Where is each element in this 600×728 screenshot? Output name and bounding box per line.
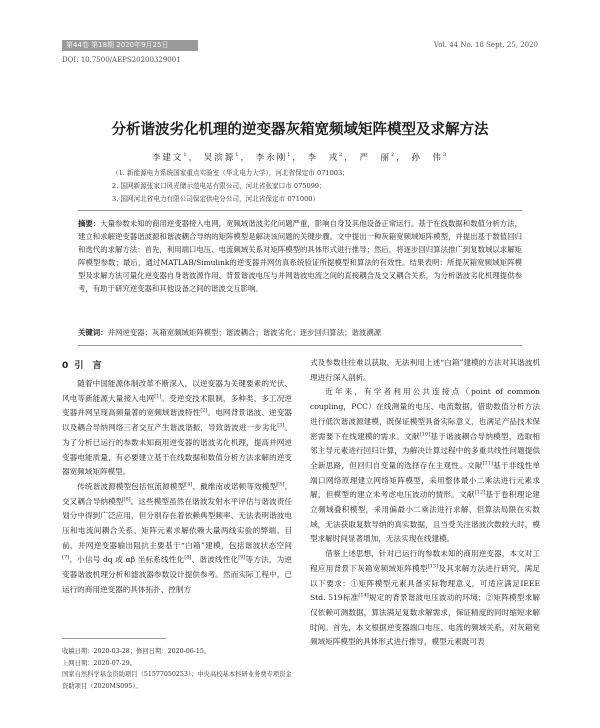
paragraph: 传统谐波源模型包括恒流源模型[4]、戴维南或诺顿等效模型[5]、交叉耦合导纳模型[6]。这些模型虽然在谐波发射水平评估与谐波责任划分中得到广泛应用，但分别存在着依赖典型频率、无法表明谐波电压和电流间耦合关系、矩阵元素求解依赖大量两线实验的弊端。目前，并网逆变器输出阻抗主要基于“白箱”建模，包括谐波状态空间[7]、小信号 dq 或 αβ 坐标系线性化[8]、谐波线性化[9]等方法，为逆变器谐波机理分析和滤波器参数设计提供参考。然而实际工程中，已运行的商用逆变器的具体拓扑、控制方: [62, 481, 293, 594]
author: 李 戎$^2$: [307, 152, 345, 163]
author-list: 李建文$^1$， 吴滨源$^1$， 李永刚$^1$， 李 戎$^2$， 严 丽$^2$， 孙 伟$^3$: [151, 152, 449, 163]
paragraph: 随着中国能源体制改革不断深入，以逆变器为关键要素的光伏、风电等新能源大量接入电网[1]。受逆变技术限制，多种类、多工况逆变器并网呈现高频量著的宽频域谐波特性[2]。电网背景谐波、逆变器以及耦合导纳网络三者交互产生谐波谐振，导致谐波进一步劣化[3]。为了分析已运行的参数未知商用逆变器的谐波劣化机理，提高并网逆变器电能质量，有必要建立基于在线数据和数值分析方法求解的逆变器宽频域矩阵模型。: [62, 379, 293, 477]
footnote-rule: [62, 638, 166, 639]
volume-info: Vol. 44 No. 18 Sept. 25, 2020: [433, 41, 538, 49]
keywords-label: 关键词：: [78, 328, 108, 337]
divider: [78, 345, 522, 346]
footnote-online: 上网日期：2020-07-29。: [62, 659, 137, 667]
footnote-received: 收稿日期：2020-03-28；修回日期：2020-06-15。: [62, 648, 211, 655]
author: 严 丽$^2$: [359, 152, 397, 163]
footnote-funding: 国家自然科学基金资助项目（51577050253）；中央高校基本科研业务费专项资金资助项目（2020MS095）。: [62, 671, 292, 690]
right-column: [310, 356, 540, 650]
author: 李建文$^1$: [151, 152, 189, 163]
keywords-text: 并网逆变器；灰箱宽频域矩阵模型；谐波耦合；谐波劣化；逐步回归算法；谐波溯源: [107, 328, 382, 337]
footnotes: [62, 646, 292, 692]
author: 李永刚$^1$: [255, 152, 293, 163]
left-column: [62, 377, 292, 598]
paragraph: 式及参数往往难以获取，无法利用上述“白箱”建模的方法对其谐波机理进行深入剖析。: [310, 358, 540, 382]
journal-issue-badge: 第44卷 第18期 2020年9月25日: [62, 40, 198, 51]
paragraph: 借鉴上述思想，针对已运行的参数未知的商用逆变器，本文对工程应用背景下灰箱宽频域矩阵模型[13]及其求解方法进行研究，满足以下要求：①矩阵模型元素具备实际物理意义，可适应满足IEEE Std. 519标准[14]规定的背景谐波电压波动的环境；②矩阵模型求解仅依赖可测数据，算法满足复数求解需求，保证精度的同时缩短求解时间。首先，本文根据逆变器端口电压、电流的频域关系，对灰箱宽频域矩阵模型的具体形式进行推导，模型元素既可表: [310, 549, 541, 647]
keywords: [78, 327, 522, 339]
paragraph: 近年来，有学者利用公共连接点（point of common coupling，PCC）在线测量的电压、电流数据，借助数值分析方法进行低次谐波源建模，既保证模型具备实际意义，也满足产品技术保密需要下在线建模的需求。文献[10]基于谐波耦合导纳模型，选取相邻主导元素进行回归计算，为解决计算过程中的多重共线性问题提供全新思路，但回归自变量的选择存在主观性。文献[11]基于非线性单端口网络原理建立网络矩阵模型，采用整体最小二乘法进行元素求解，但模型的建立未考虑电压波动的情形。文献[12]基于卷积理论建立频域叠积模型，采用偏最小二乘法进行求解，但算法局限在实数域，无法获取复数导纳的真实数据，且当受关注谐波次数较大时，模型求解时间显著增加，无法实现在线建模。: [310, 387, 541, 544]
paper-title: 分析谐波劣化机理的逆变器灰箱宽频域矩阵模型及求解方法: [111, 122, 489, 138]
doi: DOI: 10.7500/AEPS20200329001: [62, 56, 181, 64]
abstract-label: 摘要：: [78, 219, 101, 228]
affiliation-line: （1. 新能源电力系统国家重点实验室（华北电力大学），河北省保定市 071003；: [112, 169, 349, 177]
abstract-text: 大量参数未知的商用逆变器接入电网，宽频域谐波劣化问题严重，影响自身及其他设备正常运行。基于在线数据和数值分析方法，建立和求解逆变器谐波源和谐波耦合导纳的矩阵模型是解决该问题的关键步骤。文中提出一种灰箱宽频域矩阵模型，并提出基于数值回归和迭代的求解方法：首先，利用端口电压、电流频域关系对矩阵模型的具体形式进行推导；然后，将逐步回归算法推广到复数域以求解矩阵模型参数；最后，通过MATLAB/Simulink的逆变器并网仿真系统验证所提模型和算法的有效性。结果表明：所提灰箱宽频域矩阵模型及求解方法可量化逆变器自身谐波源作用、背景谐波电压与并网谐波电流之间的直接耦合及交叉耦合关系，为分析谐波劣化机理提供参考，有助于研究逆变器和其他设备之间的谐波交互影响。: [78, 219, 522, 293]
affiliation-line: 2. 国网新源张家口风光储示范电站有限公司，河北省张家口市 075099；: [112, 182, 326, 190]
affiliation-line: 3. 国网河北省电力有限公司保定供电分公司，河北省保定市 071000）: [112, 195, 320, 203]
section-heading: 0 引 言: [62, 361, 102, 371]
abstract: [78, 217, 522, 295]
divider: [78, 210, 522, 211]
author: 孙 伟$^3$: [411, 152, 449, 163]
author: 吴滨源$^1$: [203, 152, 241, 163]
